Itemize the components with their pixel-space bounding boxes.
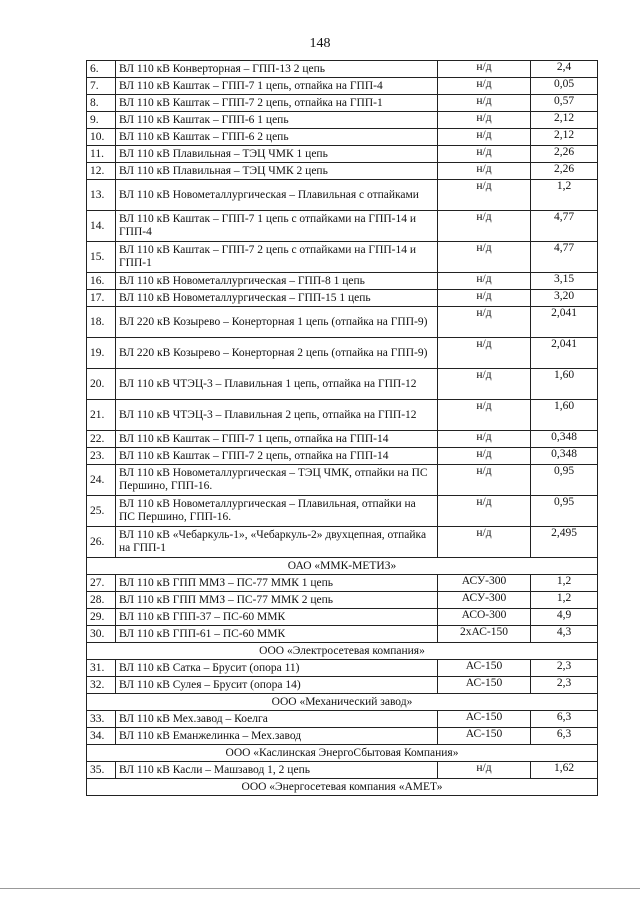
line-length: 2,4: [531, 61, 598, 78]
line-length: 2,26: [531, 146, 598, 163]
line-name: ВЛ 110 кВ Новометаллургическая – Плавильная, отпайки на ПС Першино, ГПП-16.: [116, 496, 438, 527]
line-name: ВЛ 110 кВ Новометаллургическая – Плавильная с отпайками: [116, 180, 438, 211]
line-length: 6,3: [531, 711, 598, 728]
table-row: [87, 400, 598, 431]
table-row: [87, 465, 598, 496]
line-length: 1,60: [531, 369, 598, 400]
line-name: ВЛ 110 кВ Каштак – ГПП-7 2 цепь с отпайками на ГПП-14 и ГПП-1: [116, 242, 438, 273]
line-name: ВЛ 220 кВ Козырево – Конерторная 1 цепь (отпайка на ГПП-9): [116, 307, 438, 338]
wire-type: н/д: [438, 129, 531, 146]
table-row: [87, 163, 598, 180]
table-row: [87, 575, 598, 592]
wire-type: АСУ-300: [438, 575, 531, 592]
organization-header-row: [87, 779, 598, 796]
line-length: 3,15: [531, 273, 598, 290]
row-number: 15.: [87, 242, 116, 273]
line-name: ВЛ 110 кВ ГПП ММЗ – ПС-77 ММК 2 цепь: [116, 592, 438, 609]
row-number: 18.: [87, 307, 116, 338]
line-length: 0,348: [531, 431, 598, 448]
table-row: [87, 660, 598, 677]
row-number: 19.: [87, 338, 116, 369]
table-row: [87, 273, 598, 290]
row-number: 11.: [87, 146, 116, 163]
wire-type: н/д: [438, 762, 531, 779]
row-number: 9.: [87, 112, 116, 129]
organization-header-row: [87, 558, 598, 575]
row-number: 8.: [87, 95, 116, 112]
wire-type: н/д: [438, 307, 531, 338]
table-row: [87, 592, 598, 609]
line-length: 1,2: [531, 592, 598, 609]
wire-type: н/д: [438, 163, 531, 180]
page-number: 148: [309, 36, 331, 51]
wire-type: н/д: [438, 112, 531, 129]
line-length: 1,2: [531, 575, 598, 592]
table-row: [87, 448, 598, 465]
line-name: ВЛ 110 кВ Каштак – ГПП-6 1 цепь: [116, 112, 438, 129]
row-number: 29.: [87, 609, 116, 626]
wire-type: н/д: [438, 465, 531, 496]
line-length: 2,26: [531, 163, 598, 180]
wire-type: 2хАС-150: [438, 626, 531, 643]
wire-type: н/д: [438, 496, 531, 527]
row-number: 7.: [87, 78, 116, 95]
wire-type: н/д: [438, 369, 531, 400]
table-row: [87, 242, 598, 273]
line-length: 0,05: [531, 78, 598, 95]
line-length: 2,495: [531, 527, 598, 558]
line-length: 2,12: [531, 112, 598, 129]
wire-type: н/д: [438, 527, 531, 558]
row-number: 17.: [87, 290, 116, 307]
line-length: 1,62: [531, 762, 598, 779]
line-name: ВЛ 110 кВ ЧТЭЦ-3 – Плавильная 1 цепь, отпайка на ГПП-12: [116, 369, 438, 400]
row-number: 33.: [87, 711, 116, 728]
line-name: ВЛ 110 кВ Еманжелинка – Мех.завод: [116, 728, 438, 745]
row-number: 25.: [87, 496, 116, 527]
row-number: 28.: [87, 592, 116, 609]
wire-type: н/д: [438, 400, 531, 431]
table-row: [87, 728, 598, 745]
line-length: 2,3: [531, 660, 598, 677]
row-number: 35.: [87, 762, 116, 779]
line-name: ВЛ 110 кВ ЧТЭЦ-3 – Плавильная 2 цепь, отпайка на ГПП-12: [116, 400, 438, 431]
table-row: [87, 61, 598, 78]
wire-type: АС-150: [438, 711, 531, 728]
row-number: 26.: [87, 527, 116, 558]
line-name: ВЛ 110 кВ «Чебаркуль-1», «Чебаркуль-2» двухцепная, отпайка на ГПП-1: [116, 527, 438, 558]
wire-type: н/д: [438, 290, 531, 307]
wire-type: н/д: [438, 95, 531, 112]
table-row: [87, 496, 598, 527]
wire-type: АСУ-300: [438, 592, 531, 609]
table-row: [87, 338, 598, 369]
table-row: [87, 369, 598, 400]
wire-type: АС-150: [438, 728, 531, 745]
line-name: ВЛ 110 кВ Каштак – ГПП-7 1 цепь, отпайка на ГПП-4: [116, 78, 438, 95]
line-length: 4,9: [531, 609, 598, 626]
line-name: ВЛ 110 кВ Новометаллургическая – ГПП-8 1 цепь: [116, 273, 438, 290]
wire-type: н/д: [438, 180, 531, 211]
wire-type: н/д: [438, 273, 531, 290]
line-length: 2,041: [531, 307, 598, 338]
table-row: [87, 626, 598, 643]
row-number: 14.: [87, 211, 116, 242]
line-length: 0,57: [531, 95, 598, 112]
wire-type: АС-150: [438, 660, 531, 677]
line-length: 3,20: [531, 290, 598, 307]
table-body: [87, 61, 598, 796]
footer-divider: [0, 888, 640, 889]
line-length: 0,95: [531, 465, 598, 496]
table-row: [87, 129, 598, 146]
line-name: ВЛ 110 кВ Каштак – ГПП-6 2 цепь: [116, 129, 438, 146]
row-number: 24.: [87, 465, 116, 496]
line-name: ВЛ 110 кВ Новометаллургическая – ТЭЦ ЧМК, отпайки на ПС Першино, ГПП-16.: [116, 465, 438, 496]
line-length: 1,60: [531, 400, 598, 431]
table-row: [87, 290, 598, 307]
wire-type: н/д: [438, 61, 531, 78]
row-number: 21.: [87, 400, 116, 431]
table-row: [87, 112, 598, 129]
line-length: 4,77: [531, 211, 598, 242]
table-row: [87, 180, 598, 211]
line-name: ВЛ 110 кВ Сулея – Брусит (опора 14): [116, 677, 438, 694]
table-row: [87, 211, 598, 242]
table-row: [87, 146, 598, 163]
line-name: ВЛ 110 кВ Каштак – ГПП-7 2 цепь, отпайка на ГПП-14: [116, 448, 438, 465]
line-length: 2,041: [531, 338, 598, 369]
line-name: ВЛ 110 кВ ГПП-37 – ПС-60 ММК: [116, 609, 438, 626]
wire-type: АС-150: [438, 677, 531, 694]
row-number: 10.: [87, 129, 116, 146]
line-name: ВЛ 110 кВ Каштак – ГПП-7 1 цепь, отпайка на ГПП-14: [116, 431, 438, 448]
table-row: [87, 95, 598, 112]
row-number: 30.: [87, 626, 116, 643]
organization-name: ООО «Каслинская ЭнергоСбытовая Компания»: [87, 745, 598, 762]
organization-name: ООО «Механический завод»: [87, 694, 598, 711]
line-length: 4,3: [531, 626, 598, 643]
organization-name: ОАО «ММК-МЕТИЗ»: [87, 558, 598, 575]
row-number: 12.: [87, 163, 116, 180]
line-name: ВЛ 110 кВ Мех.завод – Коелга: [116, 711, 438, 728]
line-length: 2,3: [531, 677, 598, 694]
wire-type: н/д: [438, 431, 531, 448]
organization-name: ООО «Энергосетевая компания «АМЕТ»: [87, 779, 598, 796]
organization-name: ООО «Электросетевая компания»: [87, 643, 598, 660]
line-name: ВЛ 110 кВ Конверторная – ГПП-13 2 цепь: [116, 61, 438, 78]
table-row: [87, 527, 598, 558]
wire-type: н/д: [438, 242, 531, 273]
wire-type: н/д: [438, 78, 531, 95]
row-number: 31.: [87, 660, 116, 677]
line-length: 2,12: [531, 129, 598, 146]
line-name: ВЛ 220 кВ Козырево – Конерторная 2 цепь (отпайка на ГПП-9): [116, 338, 438, 369]
line-name: ВЛ 110 кВ Каштак – ГПП-7 2 цепь, отпайка на ГПП-1: [116, 95, 438, 112]
line-length: 4,77: [531, 242, 598, 273]
organization-header-row: [87, 694, 598, 711]
line-name: ВЛ 110 кВ Сатка – Брусит (опора 11): [116, 660, 438, 677]
row-number: 32.: [87, 677, 116, 694]
row-number: 22.: [87, 431, 116, 448]
wire-type: н/д: [438, 448, 531, 465]
line-name: ВЛ 110 кВ Касли – Машзавод 1, 2 цепь: [116, 762, 438, 779]
row-number: 16.: [87, 273, 116, 290]
line-name: ВЛ 110 кВ ГПП-61 – ПС-60 ММК: [116, 626, 438, 643]
organization-header-row: [87, 745, 598, 762]
row-number: 20.: [87, 369, 116, 400]
table-row: [87, 307, 598, 338]
row-number: 27.: [87, 575, 116, 592]
table-row: [87, 677, 598, 694]
line-length: 6,3: [531, 728, 598, 745]
wire-type: АСО-300: [438, 609, 531, 626]
line-name: ВЛ 110 кВ Каштак – ГПП-7 1 цепь с отпайками на ГПП-14 и ГПП-4: [116, 211, 438, 242]
line-name: ВЛ 110 кВ Плавильная – ТЭЦ ЧМК 2 цепь: [116, 163, 438, 180]
table-row: [87, 762, 598, 779]
row-number: 23.: [87, 448, 116, 465]
line-length: 0,348: [531, 448, 598, 465]
line-length: 0,95: [531, 496, 598, 527]
table-row: [87, 78, 598, 95]
line-length: 1,2: [531, 180, 598, 211]
row-number: 13.: [87, 180, 116, 211]
line-name: ВЛ 110 кВ ГПП ММЗ – ПС-77 ММК 1 цепь: [116, 575, 438, 592]
table-row: [87, 609, 598, 626]
table-row: [87, 711, 598, 728]
wire-type: н/д: [438, 146, 531, 163]
organization-header-row: [87, 643, 598, 660]
line-name: ВЛ 110 кВ Плавильная – ТЭЦ ЧМК 1 цепь: [116, 146, 438, 163]
wire-type: н/д: [438, 211, 531, 242]
row-number: 6.: [87, 61, 116, 78]
row-number: 34.: [87, 728, 116, 745]
power-lines-table: [86, 60, 598, 796]
table-row: [87, 431, 598, 448]
line-name: ВЛ 110 кВ Новометаллургическая – ГПП-15 1 цепь: [116, 290, 438, 307]
wire-type: н/д: [438, 338, 531, 369]
